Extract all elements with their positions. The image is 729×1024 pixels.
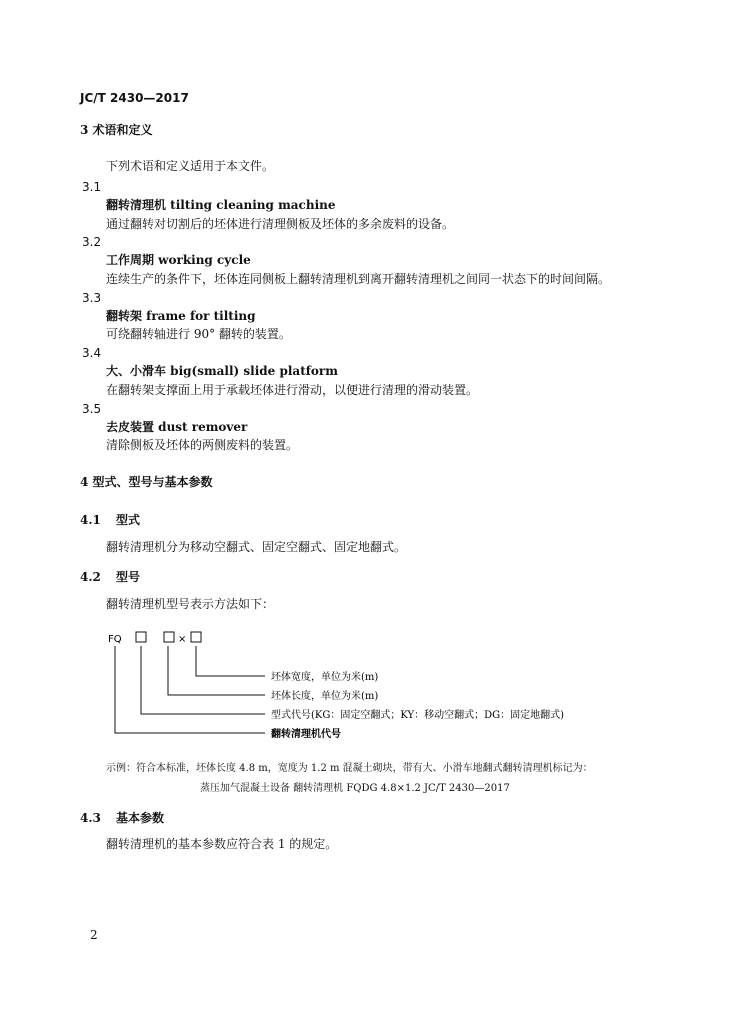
term-number: 3.1 bbox=[82, 180, 102, 194]
model-times-sign: × bbox=[178, 634, 187, 645]
term-title: 工作周期 working cycle bbox=[106, 253, 251, 267]
label-width: 坯体宽度，单位为米(m) bbox=[271, 672, 379, 683]
section-4-title: 4 型式、型号与基本参数 bbox=[80, 475, 213, 489]
subsection-4-1-number: 4.1 bbox=[80, 513, 101, 527]
model-prefix: FQ bbox=[108, 634, 122, 645]
leader-code bbox=[115, 646, 265, 733]
term-number: 3.2 bbox=[82, 235, 102, 249]
term-definition: 在翻转架支撑面上用于承载坯体进行滑动，以便进行清理的滑动装置。 bbox=[106, 383, 479, 397]
term-title: 翻转清理机 tilting cleaning machine bbox=[106, 198, 336, 212]
term-title: 去皮装置 dust remover bbox=[106, 420, 248, 434]
subsection-4-3-title: 基本参数 bbox=[116, 811, 165, 825]
example-line-2: 蒸压加气混凝土设备 翻转清理机 FQDG 4.8×1.2 JC/T 2430—2017 bbox=[200, 783, 510, 794]
label-type: 型式代号(KG：固定空翻式；KY：移动空翻式；DG：固定地翻式) bbox=[271, 710, 565, 721]
model-width-box bbox=[191, 632, 201, 642]
term-number: 3.3 bbox=[82, 291, 102, 305]
subsection-4-1-text: 翻转清理机分为移动空翻式、固定空翻式、固定地翻式。 bbox=[106, 540, 407, 554]
subsection-4-3-text: 翻转清理机的基本参数应符合表 1 的规定。 bbox=[106, 837, 338, 851]
section-3-intro: 下列术语和定义适用于本文件。 bbox=[106, 159, 275, 173]
subsection-4-2-text: 翻转清理机型号表示方法如下： bbox=[106, 597, 275, 611]
model-code-diagram bbox=[105, 628, 605, 748]
model-type-box bbox=[136, 632, 146, 642]
term-definition: 通过翻转对切割后的坯体进行清理侧板及坯体的多余废料的设备。 bbox=[106, 217, 455, 231]
subsection-4-3-number: 4.3 bbox=[80, 811, 101, 825]
subsection-4-2-number: 4.2 bbox=[80, 570, 101, 584]
section-3-title: 3 术语和定义 bbox=[80, 123, 153, 137]
standard-id: JC/T 2430—2017 bbox=[80, 91, 189, 105]
term-number: 3.5 bbox=[82, 402, 102, 416]
label-length: 坯体长度，单位为米(m) bbox=[271, 691, 379, 702]
term-title: 翻转架 frame for tilting bbox=[106, 309, 256, 323]
leader-type bbox=[141, 646, 265, 714]
term-definition: 连续生产的条件下，坯体连同侧板上翻转清理机到离开翻转清理机之间同一状态下的时间间隔。 bbox=[106, 272, 611, 286]
subsection-4-2-title: 型号 bbox=[116, 570, 141, 584]
term-definition: 可绕翻转轴进行 90° 翻转的装置。 bbox=[106, 327, 291, 341]
label-code: 翻转清理机代号 bbox=[271, 729, 341, 740]
subsection-4-1-title: 型式 bbox=[116, 513, 141, 527]
example-line-1: 示例：符合本标准，坯体长度 4.8 m，宽度为 1.2 m 混凝土砌块，带有大、小滑车地翻式翻转清理机标记为： bbox=[106, 763, 593, 774]
term-definition: 清除侧板及坯体的两侧废料的装置。 bbox=[106, 438, 299, 452]
leader-width bbox=[196, 646, 265, 676]
model-length-box bbox=[164, 632, 174, 642]
page-number: 2 bbox=[90, 928, 98, 942]
term-title: 大、小滑车 big(small) slide platform bbox=[106, 364, 338, 378]
term-number: 3.4 bbox=[82, 346, 102, 360]
leader-length bbox=[168, 646, 265, 695]
